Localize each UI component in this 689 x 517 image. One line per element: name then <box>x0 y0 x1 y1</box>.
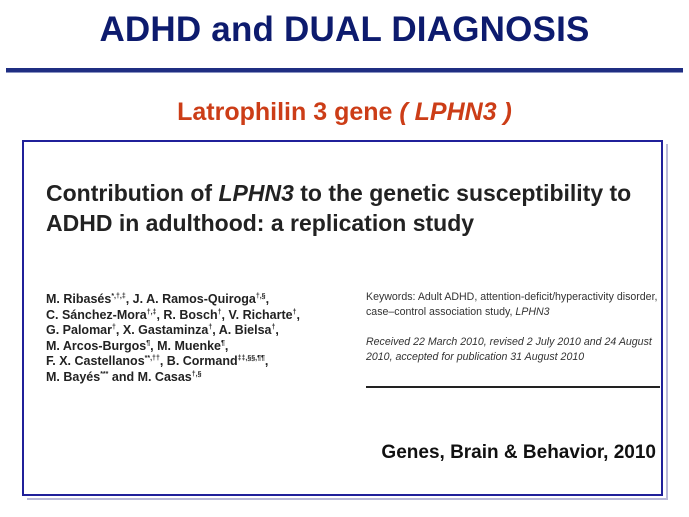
author-name: M. Ribasés <box>46 292 112 306</box>
paper-title-part1: Contribution of <box>46 180 219 206</box>
author-separator: , <box>264 354 269 368</box>
received-dates: Received 22 March 2010, revised 2 July 2010 and 24 August 2010, accepted for publication 31 August 2010 <box>366 336 652 363</box>
author-name: A. Bielsa <box>218 323 272 337</box>
author-name: R. Bosch <box>163 307 218 322</box>
author-affiliation: **,†† <box>144 354 160 362</box>
author-separator: , <box>150 338 158 353</box>
author-affiliation: † <box>112 323 116 331</box>
keywords <box>366 290 666 320</box>
author-affiliation: ‡‡,§§,¶¶ <box>237 354 265 362</box>
author-separator: , <box>212 323 219 337</box>
author-separator: , <box>296 307 300 322</box>
keywords-gene: LPHN3 <box>515 306 550 318</box>
author-separator: , <box>125 292 133 306</box>
author-affiliation: † <box>292 308 297 316</box>
slide-subtitle <box>0 98 689 127</box>
subtitle-gene: ( LPHN3 ) <box>399 98 512 126</box>
author-name: X. Gastaminza <box>122 323 209 337</box>
author-separator: , <box>275 323 279 337</box>
paper-divider <box>366 386 660 388</box>
author-affiliation: ¶ <box>221 339 225 347</box>
paper-title-part2: to the genetic susceptibility to ADHD in adulthood: a replication study <box>46 180 632 236</box>
subtitle-text: Latrophilin 3 gene <box>177 98 400 126</box>
author-name: M. Arcos-Burgos <box>46 338 147 353</box>
slide-title: ADHD and DUAL DIAGNOSIS <box>99 10 590 49</box>
author-separator: , <box>115 323 123 337</box>
author-affiliation: †,§ <box>191 370 202 378</box>
paper-title-gene: LPHN3 <box>218 180 294 206</box>
author-affiliation: *** <box>100 370 109 378</box>
author-affiliation: *,†,‡ <box>111 292 126 300</box>
author-separator: , <box>265 292 270 306</box>
author-affiliation: †,§ <box>255 292 266 300</box>
paper-title <box>46 178 646 238</box>
author-name: M. Casas <box>137 369 192 384</box>
author-name: G. Palomar <box>46 323 112 337</box>
author-separator: , <box>221 307 229 322</box>
author-affiliation: † <box>217 308 222 316</box>
author-affiliation: ¶ <box>146 339 151 347</box>
author-name: M. Bayés <box>46 369 101 384</box>
author-name: F. X. Castellanos <box>46 354 145 368</box>
author-separator: , <box>156 307 164 322</box>
author-name: V. Richarte <box>228 307 293 322</box>
author-name: C. Sánchez-Mora <box>46 307 147 322</box>
paper-excerpt-frame <box>22 140 663 496</box>
title-underline-shadow <box>6 72 683 73</box>
author-name: B. Cormand <box>166 354 238 368</box>
author-affiliation: † <box>271 323 276 331</box>
author-separator: and <box>108 369 138 384</box>
author-affiliation: † <box>208 323 213 331</box>
author-name: J. A. Ramos-Quiroga <box>132 292 256 306</box>
journal-citation: Genes, Brain & Behavior, 2010 <box>381 442 656 463</box>
author-affiliation: †,‡ <box>146 308 157 316</box>
author-separator: , <box>224 338 229 353</box>
author-list <box>46 292 366 385</box>
keywords-text: Keywords: Adult ADHD, attention-deficit/hyperactivity disorder, case–control association study, <box>366 291 658 318</box>
author-name: M. Muenke <box>157 338 222 353</box>
author-separator: , <box>159 354 167 368</box>
